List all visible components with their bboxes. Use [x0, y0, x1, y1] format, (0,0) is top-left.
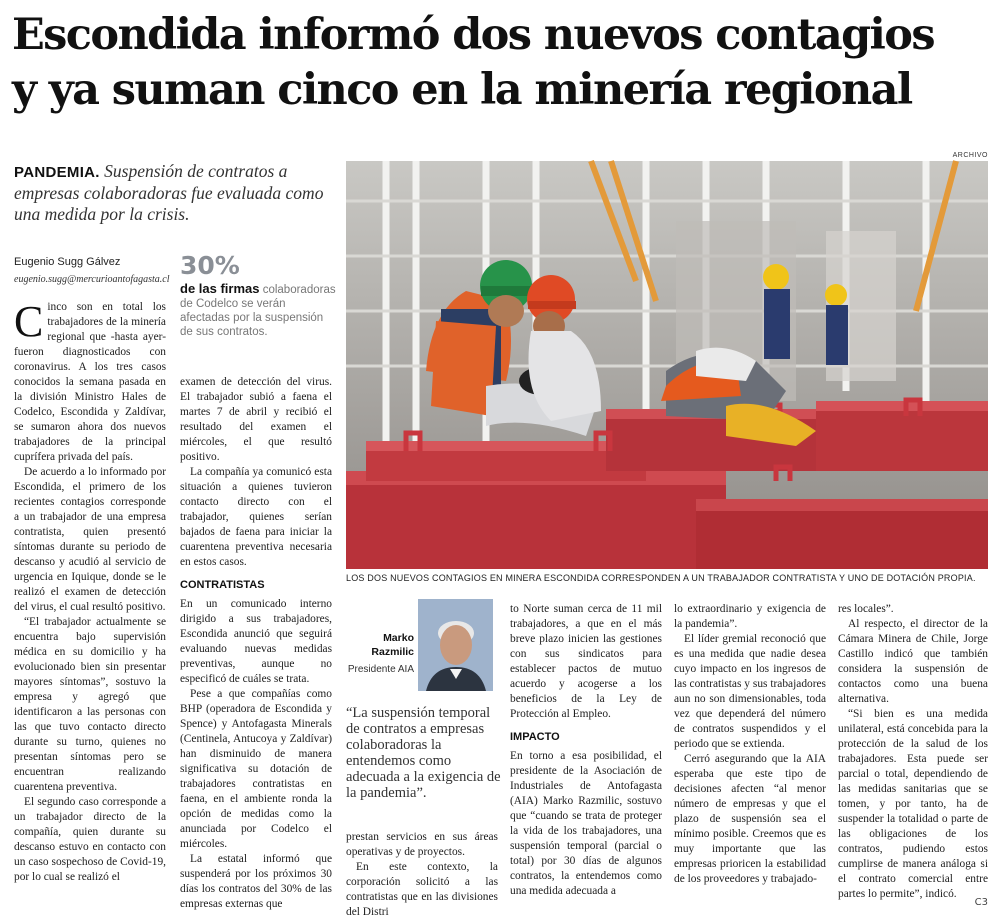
- stat-strong: de las firmas: [180, 281, 260, 296]
- paragraph: examen de detección del virus. El trabajador subió a faena el martes 7 de abril y recibió el resultado del examen el miércoles, el que resultó positivo.: [180, 376, 332, 463]
- paragraph: En este contexto, la corporación solicitó a las contratistas que en las divisiones del Distri: [346, 861, 498, 918]
- portrait-photo: [418, 599, 493, 691]
- paragraph: lo extraordinario y exigencia de la pandemia”.: [674, 603, 826, 630]
- subhead-impacto: IMPACTO: [510, 731, 560, 743]
- author: Eugenio Sugg Gálvez: [14, 256, 121, 268]
- portrait-image: [418, 599, 493, 691]
- paragraph: Al respecto, el director de la Cámara Minera de Chile, Jorge Castillo indicó que también considera la suspensión de contactos como una buena alternativa.: [838, 618, 988, 705]
- paragraph: inco son en total los trabajadores de la minería regional que -hasta ayer- fueron diagnosticados con coronavirus. A los tres casos conocidos la semana pasada en la división Ministro Hales de Codelco, Escondida y Zaldívar, se sumaron ahora dos nuevos trabajadores de la principal cuprífera privada del país.: [14, 301, 166, 463]
- paragraph: El líder gremial reconoció que es una medida que nadie desea cuyo impacto en los ingresos de las contratistas y sus trabajadores aun no son dimensionables, toda vez que dependerá del número de contratos suspendidos y el periodo que se extienda.: [674, 633, 826, 750]
- drop-cap: C: [14, 297, 44, 346]
- paragraph: prestan servicios en sus áreas operativas y de proyectos.: [346, 831, 498, 858]
- paragraph: El segundo caso corresponde a un trabajador directo de la compañía, quien durante su descanso estuvo en contacto con un caso sospechoso de Covid-19, por lo cual se realizó el: [14, 796, 166, 883]
- article-col-4: [510, 602, 662, 910]
- main-photo: [346, 161, 988, 569]
- author-email[interactable]: eugenio.sugg@mercurioantofagasta.cl: [14, 274, 170, 285]
- paragraph: La compañía ya comunicó esta situación a quienes tuvieron contacto directo con el trabajador, quienes serían bajados de faena para iniciar la cuarentena preventiva necesaria en estos casos.: [180, 466, 332, 568]
- headline-line-1: Escondida informó dos nuevos contagios: [12, 10, 934, 60]
- paragraph: De acuerdo a lo informado por Escondida, el primero de los recientes contagios corresponde a un trabajador de una empresa contratista, quien presentó síntomas durante su periodo de descanso y acudió al servicio de urgencia en Iquique, donde se le realizó el examen de detección del virus, el cual resultó positivo.: [14, 466, 166, 613]
- paragraph: La estatal informó que suspenderá por los próximos 30 días los contratos del 30% de las empresas externas que: [180, 853, 332, 910]
- stat-text: [180, 282, 338, 339]
- mine-workers-image: [346, 161, 988, 569]
- subheadline-text: Suspensión de contratos a empresas colaboradoras fue evaluada como una medida por la crisis.: [14, 161, 324, 224]
- kicker: PANDEMIA.: [14, 164, 100, 181]
- paragraph: En torno a esa posibilidad, el presidente de la Asociación de Industriales de Antofagasta (AIA) Marko Razmilic, sostuvo que “cuando se trata de proteger la vida de los trabajadores, una suspensión temporal (parcial o total) por 30 días de algunos contratos, la entendemos como una medida adecuada a: [510, 750, 662, 897]
- stat-number: 30%: [180, 251, 240, 280]
- pull-quote: “La suspensión temporal de contratos a empresas colaboradoras la entendemos como adecuada a la exigencia de la pandemia”.: [346, 705, 501, 801]
- paragraph: Pese a que compañías como BHP (operadora de Escondida y Spence) y Antofagasta Minerals (Centinela, Antucoya y Zaldívar) han disminuido de manera significativa su dotación de trabajadores contratistas en faena, en el ambiente ronda la opción de medidas como la anunciada por Codelco el miércoles.: [180, 688, 332, 850]
- subhead-contratistas: CONTRATISTAS: [180, 579, 265, 591]
- article-col-1: [14, 297, 166, 910]
- quote-person-name: Marko Razmilic: [371, 632, 414, 658]
- photo-credit: ARCHIVO: [952, 152, 988, 159]
- paragraph: res locales”.: [838, 603, 894, 615]
- article-col-5: [674, 602, 826, 910]
- paragraph: Cerró asegurando que la AIA esperaba que este tipo de decisiones afecten “al menor número de empresas y que el plazo de suspensión sea el mínimo posible. Creemos que es muy importante que las empresas prioricen la estabilidad de los proveedores y trabajado-: [674, 753, 826, 885]
- photo-caption: LOS DOS NUEVOS CONTAGIOS EN MINERA ESCONDIDA CORRESPONDEN A UN TRABAJADOR CONTRATISTA Y UNO DE DOTACIÓN PROPIA.: [346, 573, 976, 583]
- paragraph: to Norte suman cerca de 11 mil trabajadores, a que en el más breve plazo inicien las gestiones con sus sindicatos para establecer pactos de mutuo acuerdo y acogerse a los beneficios de la Ley de Protección al Empleo.: [510, 603, 662, 720]
- article-col-2: [180, 375, 332, 910]
- headline: [12, 8, 988, 118]
- paragraph: “El trabajador actualmente se encuentra bajo supervisión médica en su domicilio y ha evolucionado bien sin presentar mayores síntomas”, sostuvo la empresa y agregó que identificaron a las personas con las que tuvo contacto directo durante su turno, quienes no presentan síntomas pero se encuentran realizando cuarentena preventiva.: [14, 616, 166, 793]
- end-mark: C3: [974, 897, 988, 908]
- stat-desc: colaboradoras de Codelco se verán afectadas por la suspensión de sus contratos.: [180, 284, 336, 338]
- stat-box: [180, 252, 338, 339]
- subheadline: [14, 161, 334, 225]
- paragraph: “Si bien es una medida unilateral, está concebida para la protección de la salud de los trabajadores. Esta puede ser parcial o total, dependiendo de las medidas sanitarias que se tomen, y por tanto, ha de suspender la totalidad o parte de las obligaciones de los contratos, pudiendo estos cumplirse de manera análoga si el contrato comercial entre partes lo permite”, indicó.: [838, 708, 988, 900]
- article-col-6: [838, 602, 988, 900]
- paragraph: En un comunicado interno dirigido a sus trabajadores, Escondida anunció que seguirá evaluando nuevas medidas preventivas, aunque no especificó de cuáles se trata.: [180, 598, 332, 685]
- quote-person-role: Presidente AIA: [347, 664, 414, 675]
- headline-line-2: y ya suman cinco en la minería regional: [12, 65, 912, 115]
- article-col-3: [346, 830, 498, 918]
